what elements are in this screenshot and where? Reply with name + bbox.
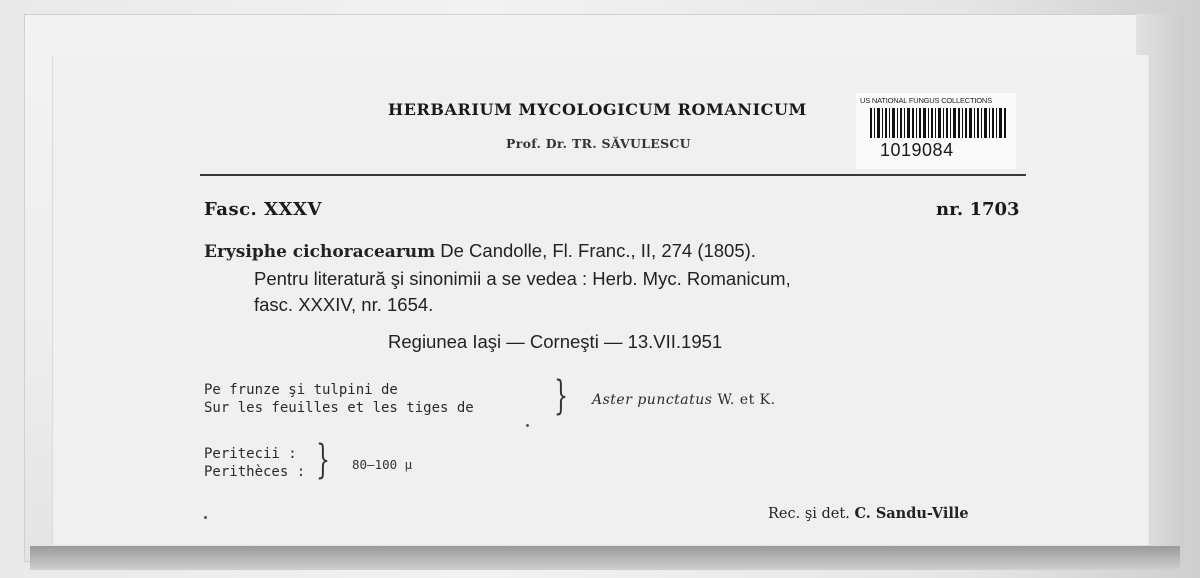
host-brace: } <box>554 373 568 419</box>
host-label-french: Sur les feuilles et les tiges de <box>204 400 474 416</box>
ink-speck <box>204 516 207 519</box>
locality-date: Regiunea Iaşi — Corneşti — 13.VII.1951 <box>388 331 723 352</box>
literature-line-1: Pentru literatură şi sinonimii a se vedea : Herb. Myc. Romanicum, <box>254 268 791 289</box>
sheet-bottom-shadow <box>30 546 1180 570</box>
fascicle-number: Fasc. XXXV <box>204 199 322 220</box>
species-name: Erysiphe cichoracearum <box>204 242 436 262</box>
host-label-romanian: Pe frunze şi tulpini de <box>204 382 398 398</box>
host-species-authority: W. et K. <box>717 392 776 408</box>
specimen-number: nr. 1703 <box>936 199 1020 220</box>
perithecia-brace: } <box>316 437 330 483</box>
species-line <box>204 240 756 262</box>
collector-prefix: Rec. şi det. <box>768 506 850 522</box>
collector-name: C. Sandu-Ville <box>854 505 969 522</box>
species-authority: De Candolle, Fl. Franc., II, 274 (1805). <box>440 240 756 261</box>
literature-line-2: fasc. XXXIV, nr. 1654. <box>254 294 434 315</box>
host-species <box>592 392 776 408</box>
herbarium-director: Prof. Dr. TR. SĂVULESCU <box>506 136 691 151</box>
barcode-icon <box>870 108 1006 138</box>
ink-speck <box>526 424 529 427</box>
herbarium-title: HERBARIUM MYCOLOGICUM ROMANICUM <box>388 100 807 119</box>
host-species-name: Aster punctatus <box>592 392 713 408</box>
barcode-number: 1019084 <box>880 140 954 160</box>
barcode-collection-label: US NATIONAL FUNGUS COLLECTIONS <box>860 96 992 105</box>
perithecia-label-french: Perithèces : <box>204 464 306 480</box>
perithecia-label-romanian: Peritecii : <box>204 446 297 462</box>
perithecia-size: 80—100 μ <box>352 457 413 472</box>
header-divider <box>200 174 1026 176</box>
collector-credit <box>768 505 969 522</box>
